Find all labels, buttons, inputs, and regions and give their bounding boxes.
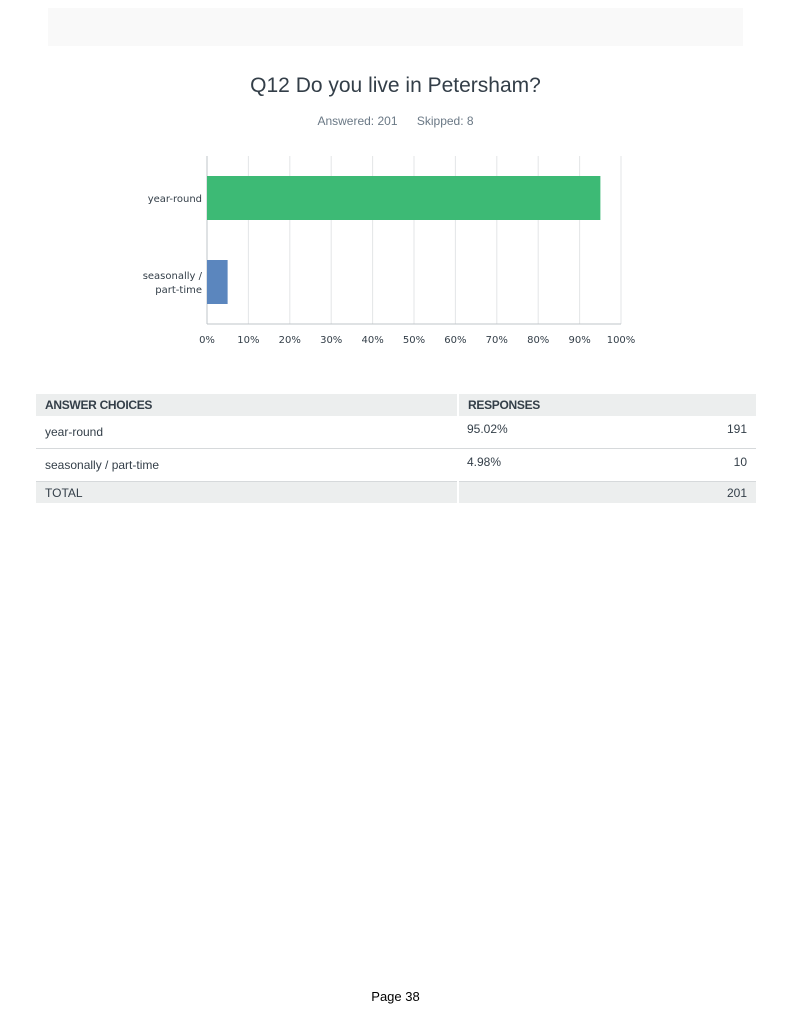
total-label: TOTAL [36, 482, 458, 504]
x-tick-label: 70% [485, 335, 508, 346]
answered-count: Answered: 201 [317, 114, 398, 128]
x-tick-label: 20% [278, 335, 301, 346]
table-row [36, 416, 756, 449]
category-label: part-time [155, 285, 202, 296]
x-tick-label: 10% [237, 335, 260, 346]
total-row [36, 482, 756, 504]
response-bar-chart [0, 150, 791, 360]
x-tick-label: 80% [527, 335, 550, 346]
table-row [36, 449, 756, 482]
x-tick-label: 60% [444, 335, 467, 346]
x-tick-label: 40% [361, 335, 384, 346]
page-number: Page 38 [371, 989, 420, 1004]
x-tick-label: 90% [568, 335, 591, 346]
response-percent: 4.98% [458, 449, 639, 482]
skipped-count: Skipped: 8 [416, 114, 474, 128]
choice-label: seasonally / part-time [36, 449, 458, 482]
question-stats [0, 114, 791, 128]
header-responses: RESPONSES [458, 394, 756, 416]
bar-0 [207, 176, 600, 220]
header-answer-choices: ANSWER CHOICES [36, 394, 458, 416]
bar-1 [207, 260, 228, 304]
x-tick-label: 30% [320, 335, 343, 346]
choice-label: year-round [36, 416, 458, 449]
header-band [48, 8, 743, 46]
total-spacer [458, 482, 639, 504]
x-tick-label: 100% [606, 335, 636, 346]
question-title: Q12 Do you live in Petersham? [250, 74, 541, 97]
response-count: 191 [639, 416, 756, 449]
response-count: 10 [639, 449, 756, 482]
x-tick-label: 50% [402, 335, 426, 346]
answer-choices-table [36, 394, 756, 503]
category-label: year-round [147, 194, 202, 205]
x-tick-label: 0% [199, 335, 215, 346]
total-count: 201 [639, 482, 756, 504]
response-percent: 95.02% [458, 416, 639, 449]
category-label: seasonally / [142, 271, 202, 282]
